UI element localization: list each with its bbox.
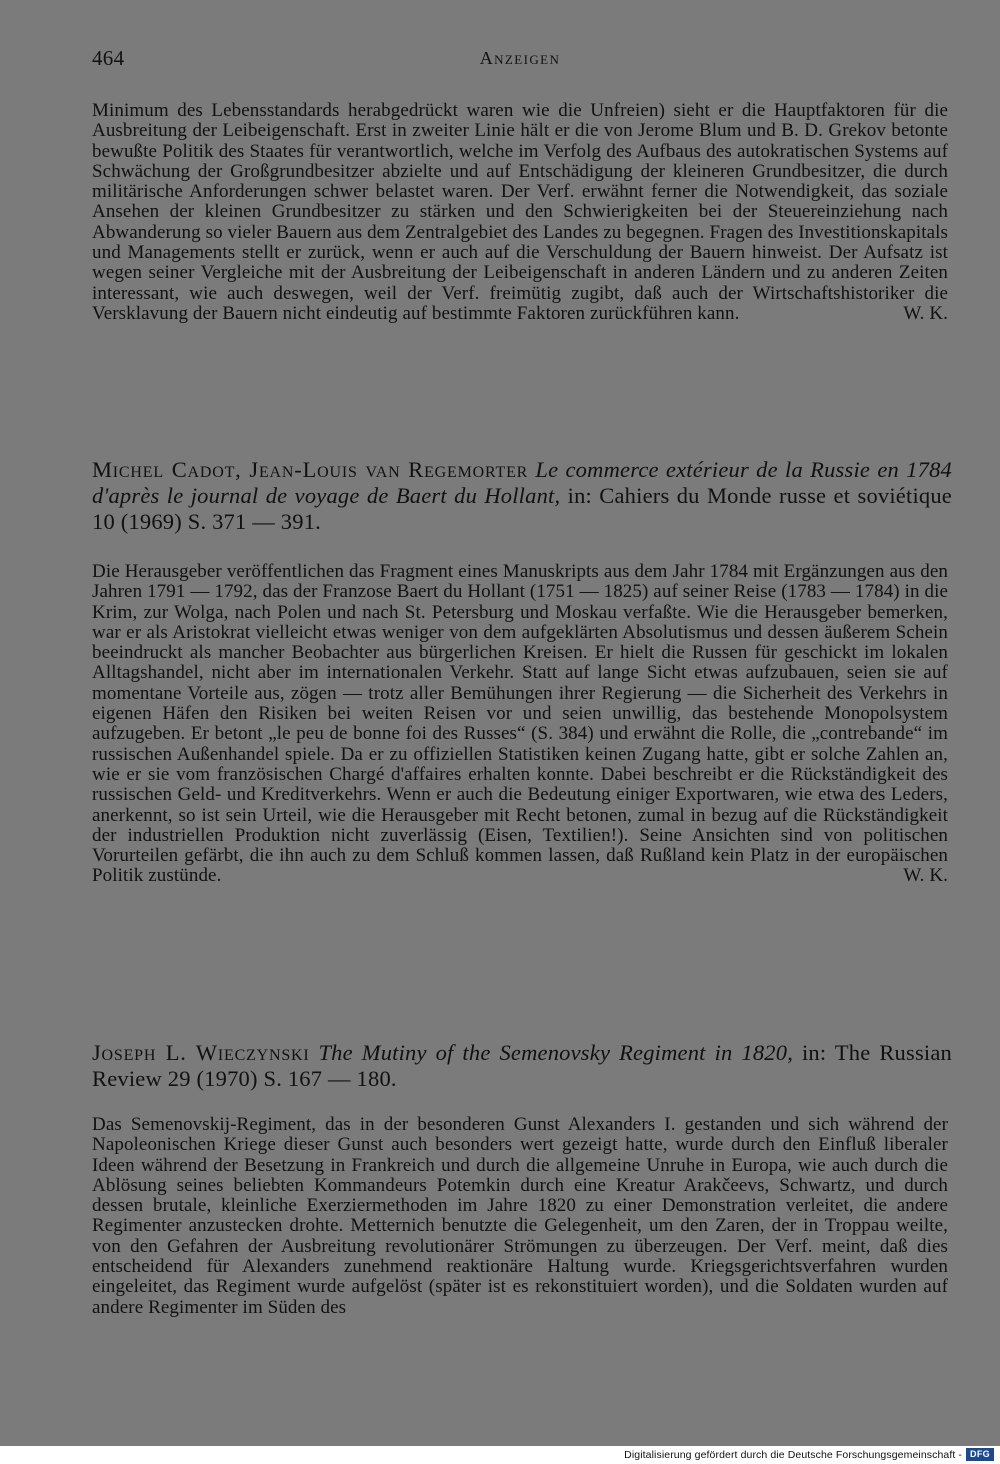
entry-2-source: in: Cahiers du Monde russe et soviétique 10 (1969) S. 371 — 391. — [92, 483, 952, 534]
citation-entry-2 — [92, 457, 952, 535]
dfg-logo-icon: DFG — [966, 1448, 994, 1461]
citation-entry-3 — [92, 1040, 952, 1092]
digitization-footer — [0, 1446, 1000, 1464]
review-text-2 — [92, 562, 948, 887]
entry-2-title: Le commerce extérieur de la Russie en 1784 d'après le journal de voyage de Baert du Hollant, — [92, 457, 952, 508]
review-1-initials: W. K. — [903, 302, 948, 324]
page-header — [92, 44, 948, 76]
footer-credit: Digitalisierung gefördert durch die Deutsche Forschungsgemeinschaft - — [624, 1449, 962, 1461]
review-text-1 — [92, 101, 948, 324]
review-1-paragraph: Minimum des Lebensstandards herabgedrückt waren wie die Unfreien) sieht er die Hauptfaktoren für die Ausbreitung der Leibeigenschaft. Erst in zweiter Linie hält er die von Jerome Blum und B. D. Grekov betonte bewußte Politik des Staates für verantwortlich, welche im Verfolg des Aufbaus des autokratischen Systems auf Schwächung der Großgrundbesitzer abzielte und auf Entschädigung der kleineren Grundbesitzer, die durch militärische Anforderungen schwer belastet waren. Der Verf. erwähnt ferner die Notwendigkeit, das soziale Ansehen der kleinen Grundbesitzer zu stärken und den Schwierigkeiten bei der Steuereinziehung nach Abwanderung so vieler Bauern aus dem Zentralgebiet des Landes zu begegnen. Fragen des Investitionskapitals und Managements stellt er zurück, wenn er auch auf die Verschuldung der Bauern hinweist. Der Aufsatz ist wegen seiner Vergleiche mit der Ausbreitung der Leibeigenschaft in anderen Ländern und zu anderen Zeiten interessant, wie auch deswegen, weil der Verf. freimütig zugibt, daß auch der Wirtschaftshistoriker die Versklavung der Bauern nicht eindeutig auf bestimmte Faktoren zurückführen kann. — [92, 100, 948, 324]
entry-3-title: The Mutiny of the Semenovsky Regiment in 1820, — [318, 1040, 794, 1065]
review-2-initials: W. K. — [903, 865, 948, 887]
entry-3-authors: Joseph L. Wieczynski — [92, 1040, 310, 1065]
entry-2-authors: Michel Cadot, Jean-Louis van Regemorter — [92, 457, 529, 482]
review-text-3 — [92, 1115, 948, 1318]
running-head: Anzeigen — [479, 48, 561, 68]
page-number: 464 — [92, 46, 125, 70]
entry-3-source: in: The Russian Review 29 (1970) S. 167 — 180. — [92, 1040, 953, 1091]
review-3-paragraph: Das Semenovskij-Regiment, das in der besonderen Gunst Alexanders I. gestanden und sich während der Napoleonischen Kriege dieser Gunst auch besonders wert gezeigt hatte, wurde durch den Einfluß liberaler Ideen während der Besetzung in Frankreich und durch die allgemeine Unruhe in Europa, wie auch durch die Ablösung seines beliebten Kommandeurs Potemkin durch eine Kreatur Arakčeevs, Schwartz, und durch dessen brutale, kleinliche Exerziermethoden im Jahre 1820 zu einer Demonstration verleitet, die andere Regimenter anzustecken drohte. Metternich benutzte die Gelegenheit, um den Zaren, der in Troppau weilte, von den Gefahren der Ausbreitung revolutionärer Strömungen zu überzeugen. Der Verf. meint, daß dies entscheidend für Alexanders zunehmend reaktionäre Haltung wurde. Kriegsgerichtsverfahren wurden eingeleitet, das Regiment wurde aufgelöst (später ist es rekonstituiert worden), und die Soldaten wurden auf andere Regimenter im Süden des — [92, 1114, 948, 1318]
review-2-paragraph: Die Herausgeber veröffentlichen das Fragment eines Manuskripts aus dem Jahr 1784 mit Ergänzungen aus den Jahren 1791 — 1792, das der Franzose Baert du Hollant (1751 — 1825) auf seiner Reise (1783 — 1784) in die Krim, zur Wolga, nach Polen und nach St. Petersburg und Moskau verfaßte. Wie die Herausgeber bemerken, war er als Aristokrat vielleicht etwas weniger von dem aufgeklärten Absolutismus und dessen äußerem Schein beeindruckt als mancher Beobachter aus bürgerlichen Kreisen. Er hielt die Russen für geschickt im lokalen Alltagshandel, nicht aber im internationalen Verkehr. Statt auf lange Sicht etwas aufzubauen, seien sie auf momentane Vorteile aus, zögen — trotz aller Bemühungen ihrer Regierung — die Sicherheit des Verkehrs in eigenen Häfen den Risiken bei weiten Reisen vor und seien unwillig, das bestehende Monopolsystem aufzugeben. Er betont „le peu de bonne foi des Russes“ (S. 384) und erwähnt die Rolle, die „contrebande“ im russischen Außenhandel spiele. Da er zu offiziellen Statistiken keinen Zugang hatte, gibt er solche Zahlen an, wie er sie vom französischen Chargé d'affaires erhalten konnte. Dabei beschreibt er die Rückständigkeit des russischen Geld- und Kreditverkehrs. Wenn er auch die Bedeutung einiger Exportwaren, wie etwa des Leders, anerkennt, so ist sein Urteil, wie die Herausgeber mit Recht betonen, zumal in bezug auf die Rückständigkeit der industriellen Produktion nicht zuverlässig (Eisen, Textilien!). Seine Ansichten sind von politischen Vorurteilen gefärbt, die ihn auch zu dem Schluß kommen lassen, daß Rußland kein Platz in der europäischen Politik zustünde. — [92, 561, 948, 887]
